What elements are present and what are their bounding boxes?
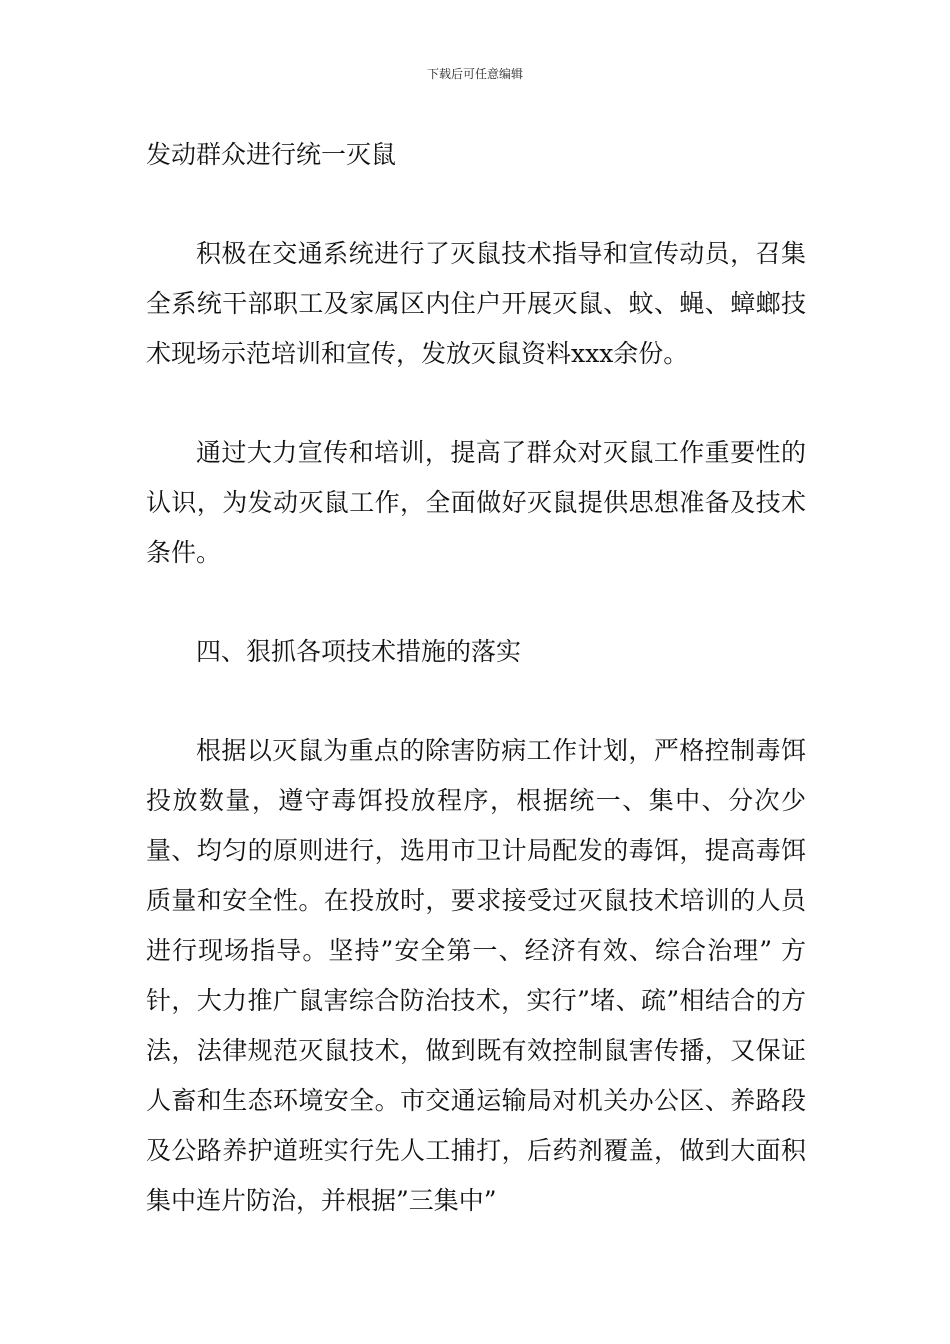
- paragraph-heading-mobilize: 发动群众进行统一灭鼠: [146, 140, 397, 169]
- paragraph-measures: 根据以灭鼠为重点的除害防病工作计划，严格控制毒饵投放数量，遵守毒饵投放程序，根据统一、集中、分次少量、均匀的原则进行，选用市卫计局配发的毒饵，提高毒饵质量和安全性。在投放时，要求接受过灭鼠技术培训的人员进行现场指导。坚持”安全第一、经济有效、综合治理” 方针，大力推广鼠害综合防治技术，实行”堵、疏”相结合的方法，法律规范灭鼠技术，做到既有效控制鼠害传播，又保证人畜和生态环境安全。市交通运输局对机关办公区、养路段及公路养护道班实行先人工捕打，后药剂覆盖，做到大面积集中连片防治，并根据”三集中”: [146, 736, 806, 1215]
- paragraph-awareness: 通过大力宣传和培训，提高了群众对灭鼠工作重要性的认识，为发动灭鼠工作，全面做好灭鼠提供思想准备及技术条件。: [146, 438, 806, 567]
- document-body: [146, 130, 806, 1226]
- paragraph-training: 积极在交通系统进行了灭鼠技术指导和宣传动员，召集全系统干部职工及家属区内住户开展灭鼠、蚊、蝇、蟑螂技术现场示范培训和宣传，发放灭鼠资料xxx余份。: [146, 239, 806, 368]
- page-header: 下载后可任意编辑: [426, 67, 523, 81]
- section-heading-four: 四、狠抓各项技术措施的落实: [196, 637, 522, 666]
